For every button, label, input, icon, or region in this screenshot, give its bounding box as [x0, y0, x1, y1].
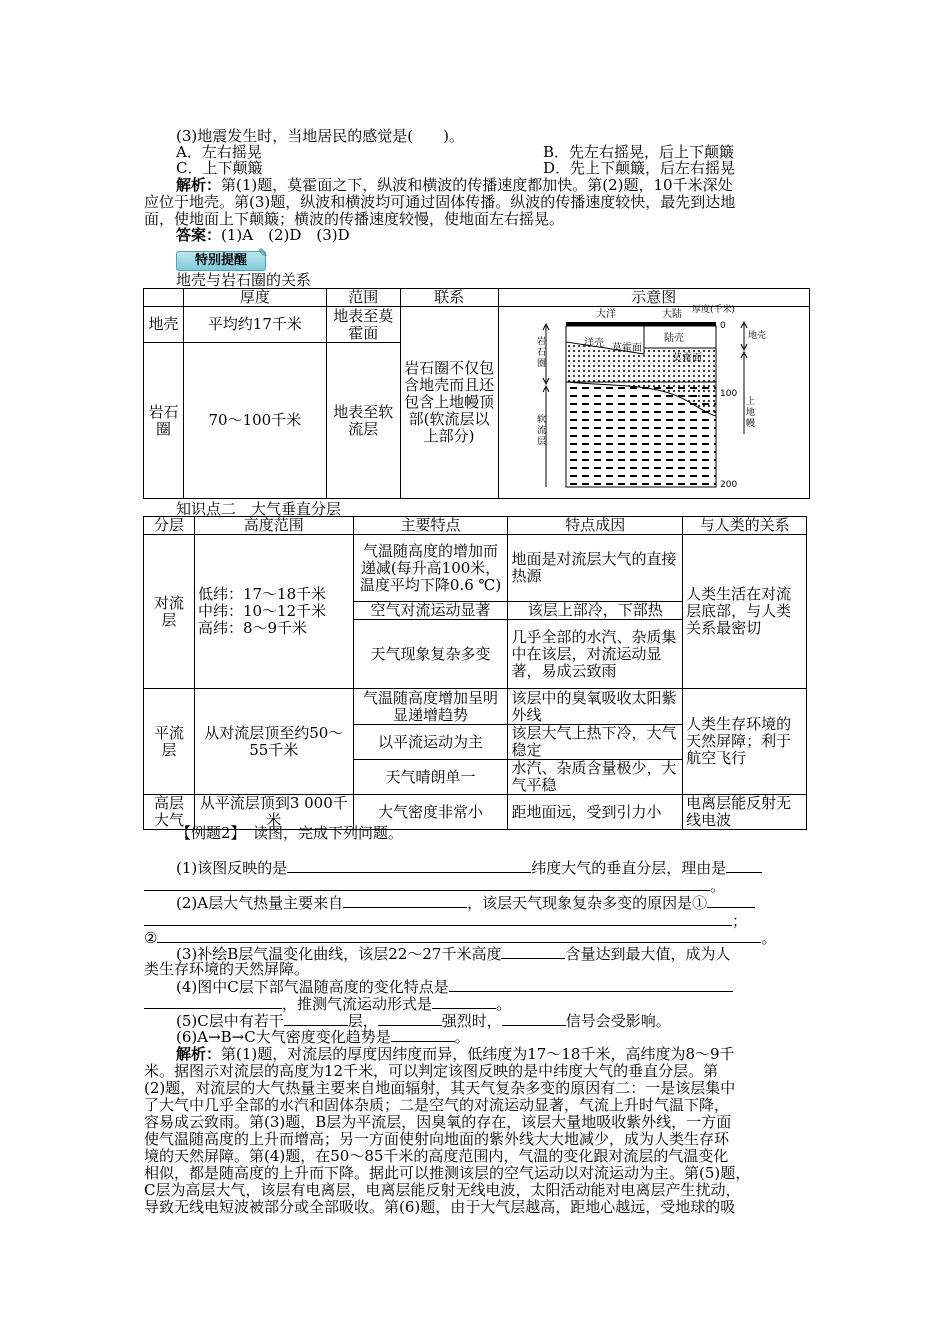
troposphere-cause-2: 该层上部冷，下部热	[508, 602, 683, 620]
q3-stem: (3)地震发生时，当地居民的感觉是( )。	[176, 127, 464, 145]
upper-atmosphere-relation: 电离层能反射无线电波	[683, 795, 807, 830]
row-lithosphere-name: 岩石圈	[144, 343, 184, 499]
example-2-q1: (1)该图反映的是 纬度大气的垂直分层，理由是	[176, 858, 762, 877]
header-height: 高度范围	[194, 517, 353, 535]
row-lithosphere-range: 地表至软流层	[326, 343, 400, 499]
example-2-q2: (2)A层大气热量主要来自 ，该层天气现象复杂多变的原因是①	[176, 893, 755, 912]
continental-crust-label: 陆壳	[664, 333, 684, 344]
upper-atmosphere-feature: 大气密度非常小	[353, 795, 508, 830]
row-crust-range: 地表至莫霍面	[326, 307, 400, 343]
stratosphere-feature-3: 天气晴朗单一	[353, 760, 508, 795]
analysis-2-line-6: 使气温随高度的上升而增高；另一方面使射向地面的紫外线大大地减少，成为人类生存环	[144, 1130, 730, 1148]
header-feature: 主要特点	[353, 517, 508, 535]
answer-1: 答案：(1)A (2)D (3)D	[176, 226, 350, 244]
troposphere-cause-3: 几乎全部的水汽、杂质集中在该层，对流运动显著，易成云致雨	[508, 620, 683, 689]
example-2-q4-cont: ，推测气流运动形式是 。	[144, 994, 511, 1013]
lithosphere-diagram	[532, 304, 772, 494]
analysis-2-line-8: 相似，都是随高度的上升而下降。据此可以推测该层的空气运动以对流运动为主。第(5)题，	[144, 1164, 751, 1182]
analysis-2-line-2: 米。据图示对流层的高度为12千米，可以判定该图反映的是中纬度大气的垂直分层。第	[144, 1062, 719, 1080]
example-2-q6: (6)A→B→C大气密度变化趋势是 。	[176, 1028, 470, 1046]
example-2-q3: (3)补绘B层气温变化曲线，该层22～27千米高度 含量达到最大值，成为人	[176, 945, 731, 963]
example-2-q1-cont: 。	[144, 876, 725, 895]
troposphere-cause-1: 地面是对流层大气的直接热源	[508, 535, 683, 602]
table-1-title: 地壳与岩石圈的关系	[176, 271, 312, 289]
moho-label-2: 莫霍面	[672, 353, 702, 364]
tick-200: 200	[720, 480, 738, 490]
header-cause: 特点成因	[508, 517, 683, 535]
example-2-q2-item-2: ② 。	[144, 929, 777, 947]
example-2-q2-blank: ；	[144, 911, 747, 930]
header-link: 联系	[400, 289, 498, 307]
header-thickness: 厚度	[183, 289, 326, 307]
analysis-label: 解析：	[176, 176, 222, 194]
q3-option-a: A．左右摇晃	[176, 143, 262, 161]
link-cell: 岩石圈不仅包含地壳而且还包含上地幔顶部(软流层以上部分)	[400, 307, 498, 499]
upper-atmosphere-name: 高层大气	[144, 795, 195, 830]
analysis-1-line-1: 解析：第(1)题，莫霍面之下，纵波和横波的传播速度都加快。第(2)题，10千米深处	[176, 176, 733, 194]
troposphere-height: 低纬：17～18千米 中纬：10～12千米 高纬：8～9千米	[194, 535, 353, 689]
land-label: 大陆	[662, 309, 682, 320]
crust-side-label: 地壳	[748, 331, 767, 341]
upper-mantle-side-label: 上地幔	[746, 397, 756, 429]
troposphere-feature-3: 天气现象复杂多变	[353, 620, 508, 689]
analysis-2-line-1: 解析：第(1)题，对流层的厚度因纬度而异，低纬度为17～18千米，高纬度为8～9千	[176, 1045, 735, 1063]
ocean-crust-label: 洋壳	[584, 338, 604, 349]
stratosphere-cause-3: 水汽、杂质含量极少，大气平稳	[508, 760, 683, 795]
analysis-2-line-3: (2)题，对流层的大气热量主要来自地面辐射，其天气复杂多变的原因有二：一是该层集中	[144, 1079, 736, 1097]
row-lithosphere-thickness: 70～100千米	[183, 343, 326, 499]
q3-option-b: B．先左右摇晃，后上下颠簸	[543, 143, 735, 161]
thickness-label: 厚度(千米)	[692, 305, 736, 315]
analysis-2-line-5: 容易成云致雨。第(3)题，B层为平流层，因臭氧的存在，该层大量地吸收紫外线，一方面	[144, 1113, 732, 1131]
header-diagram: 示意图	[498, 289, 810, 307]
example-2-q4: (4)图中C层下部气温随高度的变化特点是	[176, 977, 733, 996]
row-crust-thickness: 平均约17千米	[183, 307, 326, 343]
example-2-head: 【例题2】 读图，完成下列问题。	[176, 824, 404, 842]
analysis-2-line-4: 了大气中几乎全部的水汽和固体杂质；二是空气的对流运动显著，气流上升时气温下降，	[144, 1096, 730, 1114]
tick-100: 100	[720, 389, 738, 399]
ocean-label: 大洋	[596, 309, 616, 320]
troposphere-feature-2: 空气对流运动显著	[353, 602, 508, 620]
header-relation: 与人类的关系	[683, 517, 807, 535]
example-2-q3-cont: 类生存环境的天然屏障。	[144, 960, 310, 978]
header-layer: 分层	[144, 517, 195, 535]
atmosphere-layers-table	[143, 516, 807, 830]
tick-0: 0	[720, 321, 726, 331]
troposphere-name: 对流层	[144, 535, 195, 689]
upper-atmosphere-cause: 距地面远，受到引力小	[508, 795, 683, 830]
analysis-2-line-10: 导致无线电短波被部分或全部吸收。第(6)题，由于大气层越高，距地心越远，受地球的吸	[144, 1198, 736, 1216]
troposphere-relation: 人类生活在对流层底部，与人类关系最密切	[683, 535, 807, 689]
asthenosphere-side-label: 软流层	[537, 415, 547, 447]
tip-pen-icon: ✎	[258, 246, 269, 260]
stratosphere-cause-1: 该层中的臭氧吸收太阳紫外线	[508, 689, 683, 725]
analysis-2-line-7: 境的天然屏障。第(4)题，在50～85千米的高度范围内，气温的变化跟对流层的气温变化	[144, 1147, 729, 1165]
stratosphere-height: 从对流层顶至约50～55千米	[194, 689, 353, 795]
q3-option-c: C．上下颠簸	[176, 159, 263, 177]
analysis-2-label: 解析：	[176, 1045, 222, 1063]
analysis-1-line-2: 应位于地壳。第(3)题，纵波和横波均可通过固体传播。纵波的传播速度较快，最先到达地	[144, 193, 736, 211]
example-2-q5: (5)C层中有若干 层， 强烈时， 信号会受影响。	[176, 1012, 671, 1030]
stratosphere-name: 平流层	[144, 689, 195, 795]
row-crust-name: 地壳	[144, 307, 184, 343]
upper-atmosphere-height: 从平流层顶到3 000千米	[194, 795, 353, 830]
lithosphere-side-label: 岩石圈	[537, 337, 547, 369]
analysis-2-line-9: C层为高层大气，该层有电离层，电离层能反射无线电波，太阳活动能对电离层产生扰动，	[144, 1181, 741, 1199]
answer-label: 答案：	[176, 226, 222, 244]
stratosphere-feature-2: 以平流运动为主	[353, 725, 508, 760]
stratosphere-cause-2: 该层大气上热下冷，大气稳定	[508, 725, 683, 760]
stratosphere-feature-1: 气温随高度增加呈明显递增趋势	[353, 689, 508, 725]
troposphere-feature-1: 气温随高度的增加而递减(每升高100米，温度平均下降0.6 ℃)	[353, 535, 508, 602]
header-range: 范围	[326, 289, 400, 307]
section-2-title: 知识点二 大气垂直分层	[176, 500, 342, 518]
special-tip-badge: 特别提醒	[176, 251, 266, 271]
moho-label-1: 莫霍面	[612, 343, 642, 354]
analysis-1-line-3: 面，使地面上下颠簸；横波的传播速度较慢，使地面左右摇晃。	[144, 210, 565, 228]
stratosphere-relation: 人类生存环境的天然屏障；利于航空飞行	[683, 689, 807, 795]
q3-option-d: D．先上下颠簸，后左右摇晃	[543, 159, 736, 177]
